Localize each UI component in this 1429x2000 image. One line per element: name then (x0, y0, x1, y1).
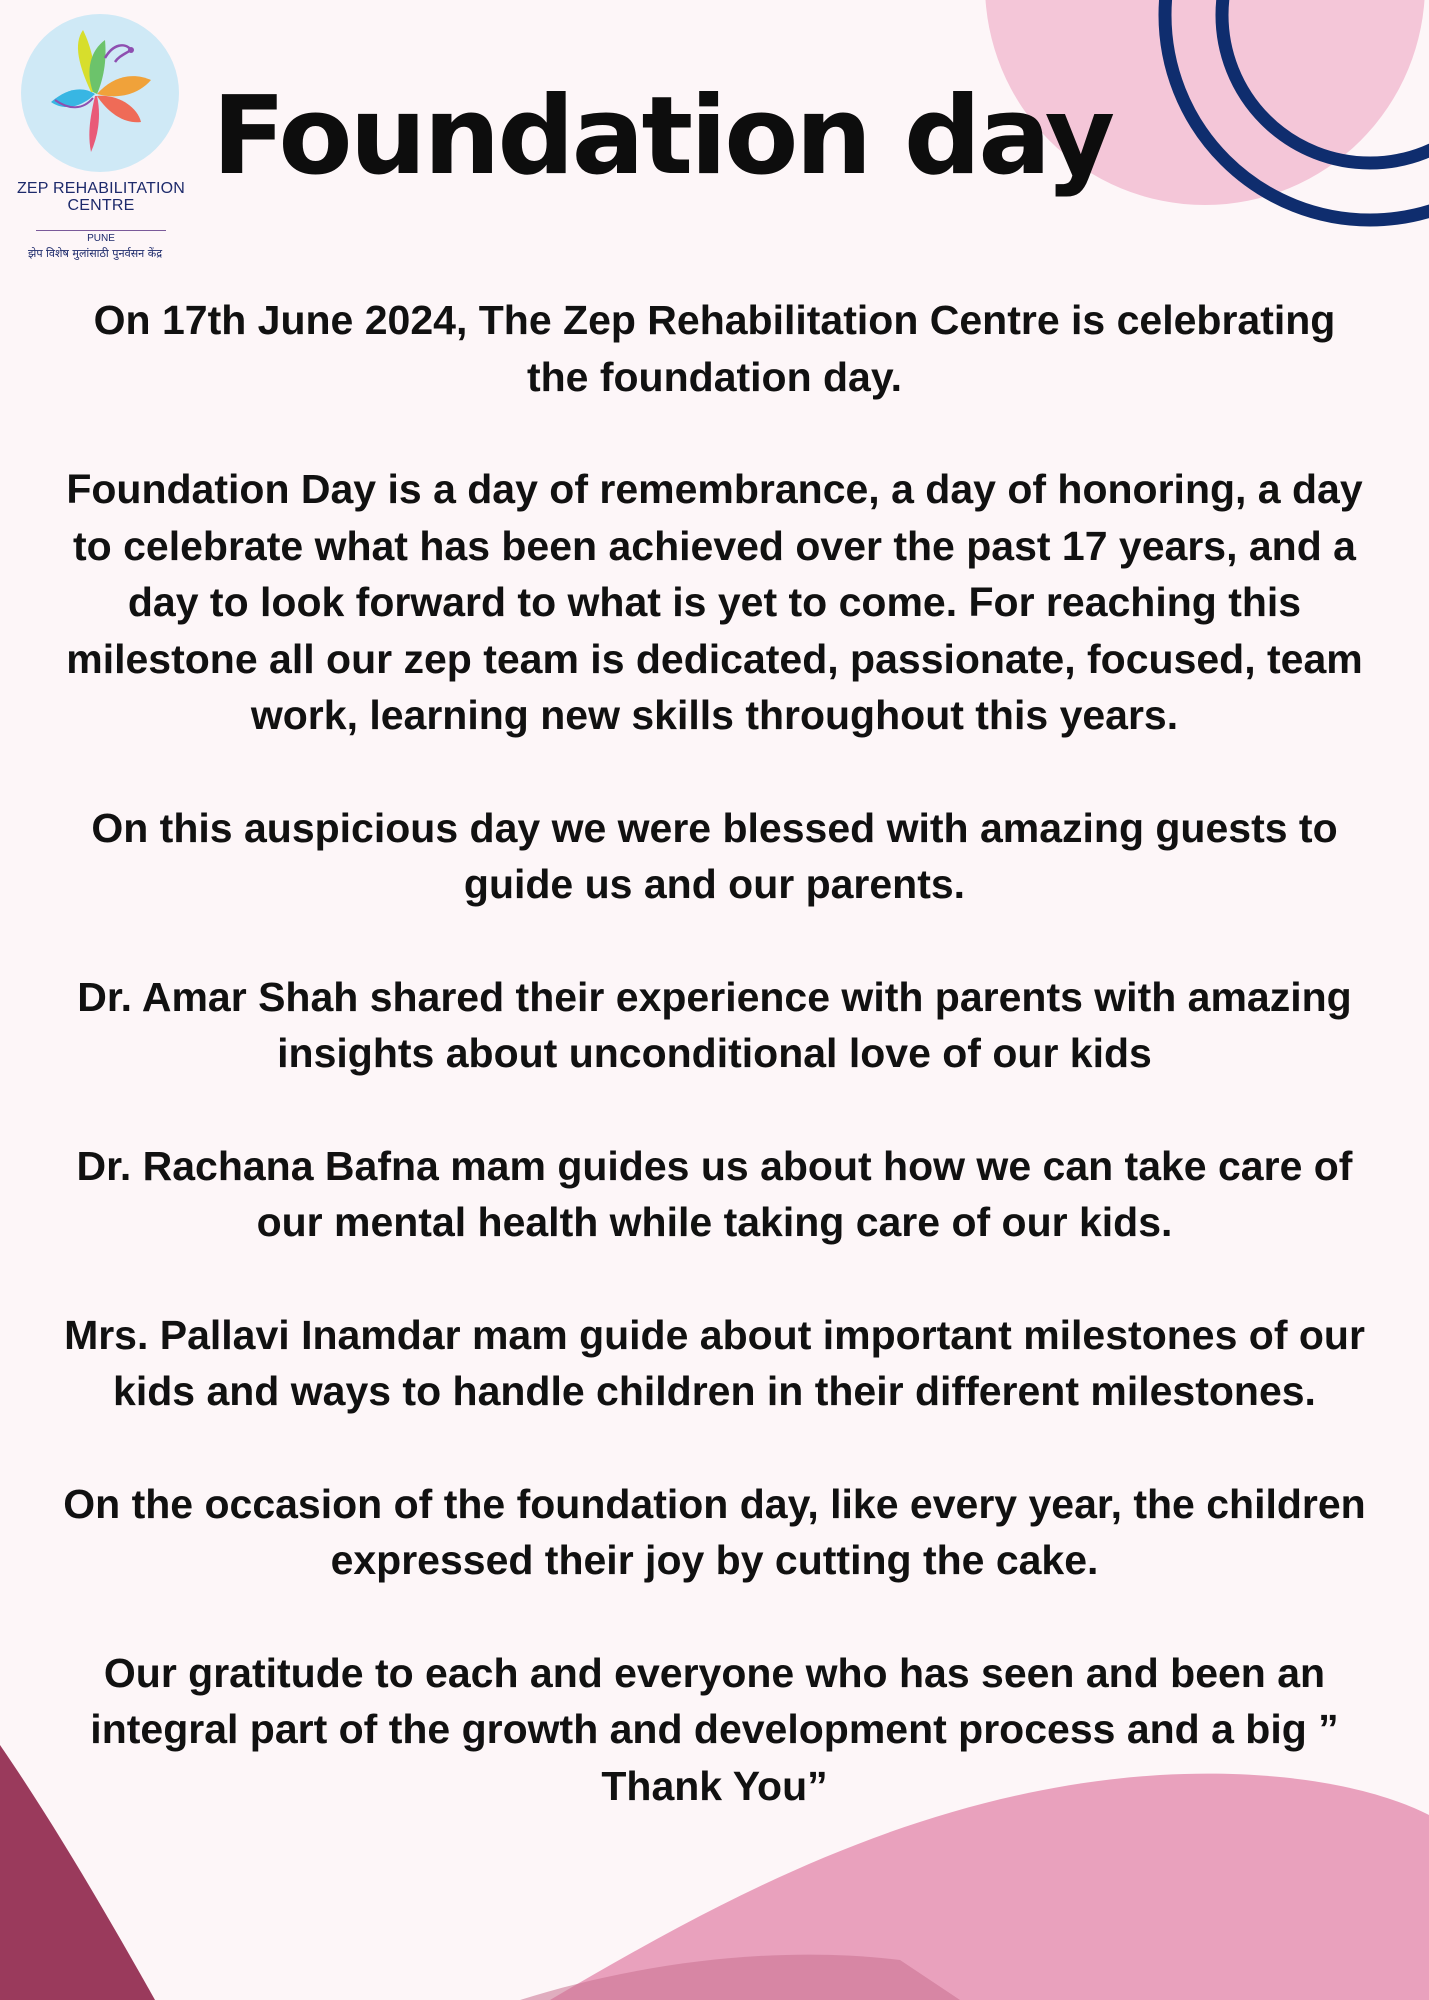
butterfly-icon (21, 14, 179, 172)
logo-city: PUNE (87, 233, 115, 244)
logo (16, 14, 186, 274)
paragraph-gratitude: Our gratitude to each and everyone who has seen and been an integral part of the growth and development process and a big ” Thank You” (90, 1649, 1339, 1809)
paragraph-pallavi-inamdar: Mrs. Pallavi Inamdar mam guide about important milestones of our kids and ways to handle children in their different milestones. (64, 1311, 1365, 1414)
logo-tagline: झेप विशेष मुलांसाठी पुनर्वसन केंद्र (28, 247, 163, 260)
logo-name: ZEP REHABILITATION CENTRE (16, 180, 186, 214)
paragraph-rachana-bafna: Dr. Rachana Bafna mam guides us about how we can take care of our mental health while taking care of our kids. (76, 1142, 1353, 1245)
bottom-rose-shape-dark (520, 1955, 960, 2000)
paragraph-cake: On the occasion of the foundation day, like every year, the children expressed their joy by cutting the cake. (63, 1480, 1366, 1583)
paragraph-intro: On 17th June 2024, The Zep Rehabilitation Centre is celebrating the foundation day. (93, 297, 1336, 400)
paragraph-foundation-day: Foundation Day is a day of remembrance, a day of honoring, a day to celebrate what has been achieved over the past 17 years, and a day to look forward to what is yet to come. For reaching this milestone all our zep team is dedicated, passionate, focused, team work, learning new skills throughout this years. (66, 466, 1363, 738)
paragraph-amar-shah: Dr. Amar Shah shared their experience with parents with amazing insights about unconditional love of our kids (77, 973, 1352, 1076)
article-body (60, 292, 1369, 1870)
logo-divider (36, 230, 166, 231)
paragraph-guests: On this auspicious day we were blessed with amazing guests to guide us and our parents. (91, 804, 1338, 907)
page-title: Foundation day (212, 74, 1113, 199)
